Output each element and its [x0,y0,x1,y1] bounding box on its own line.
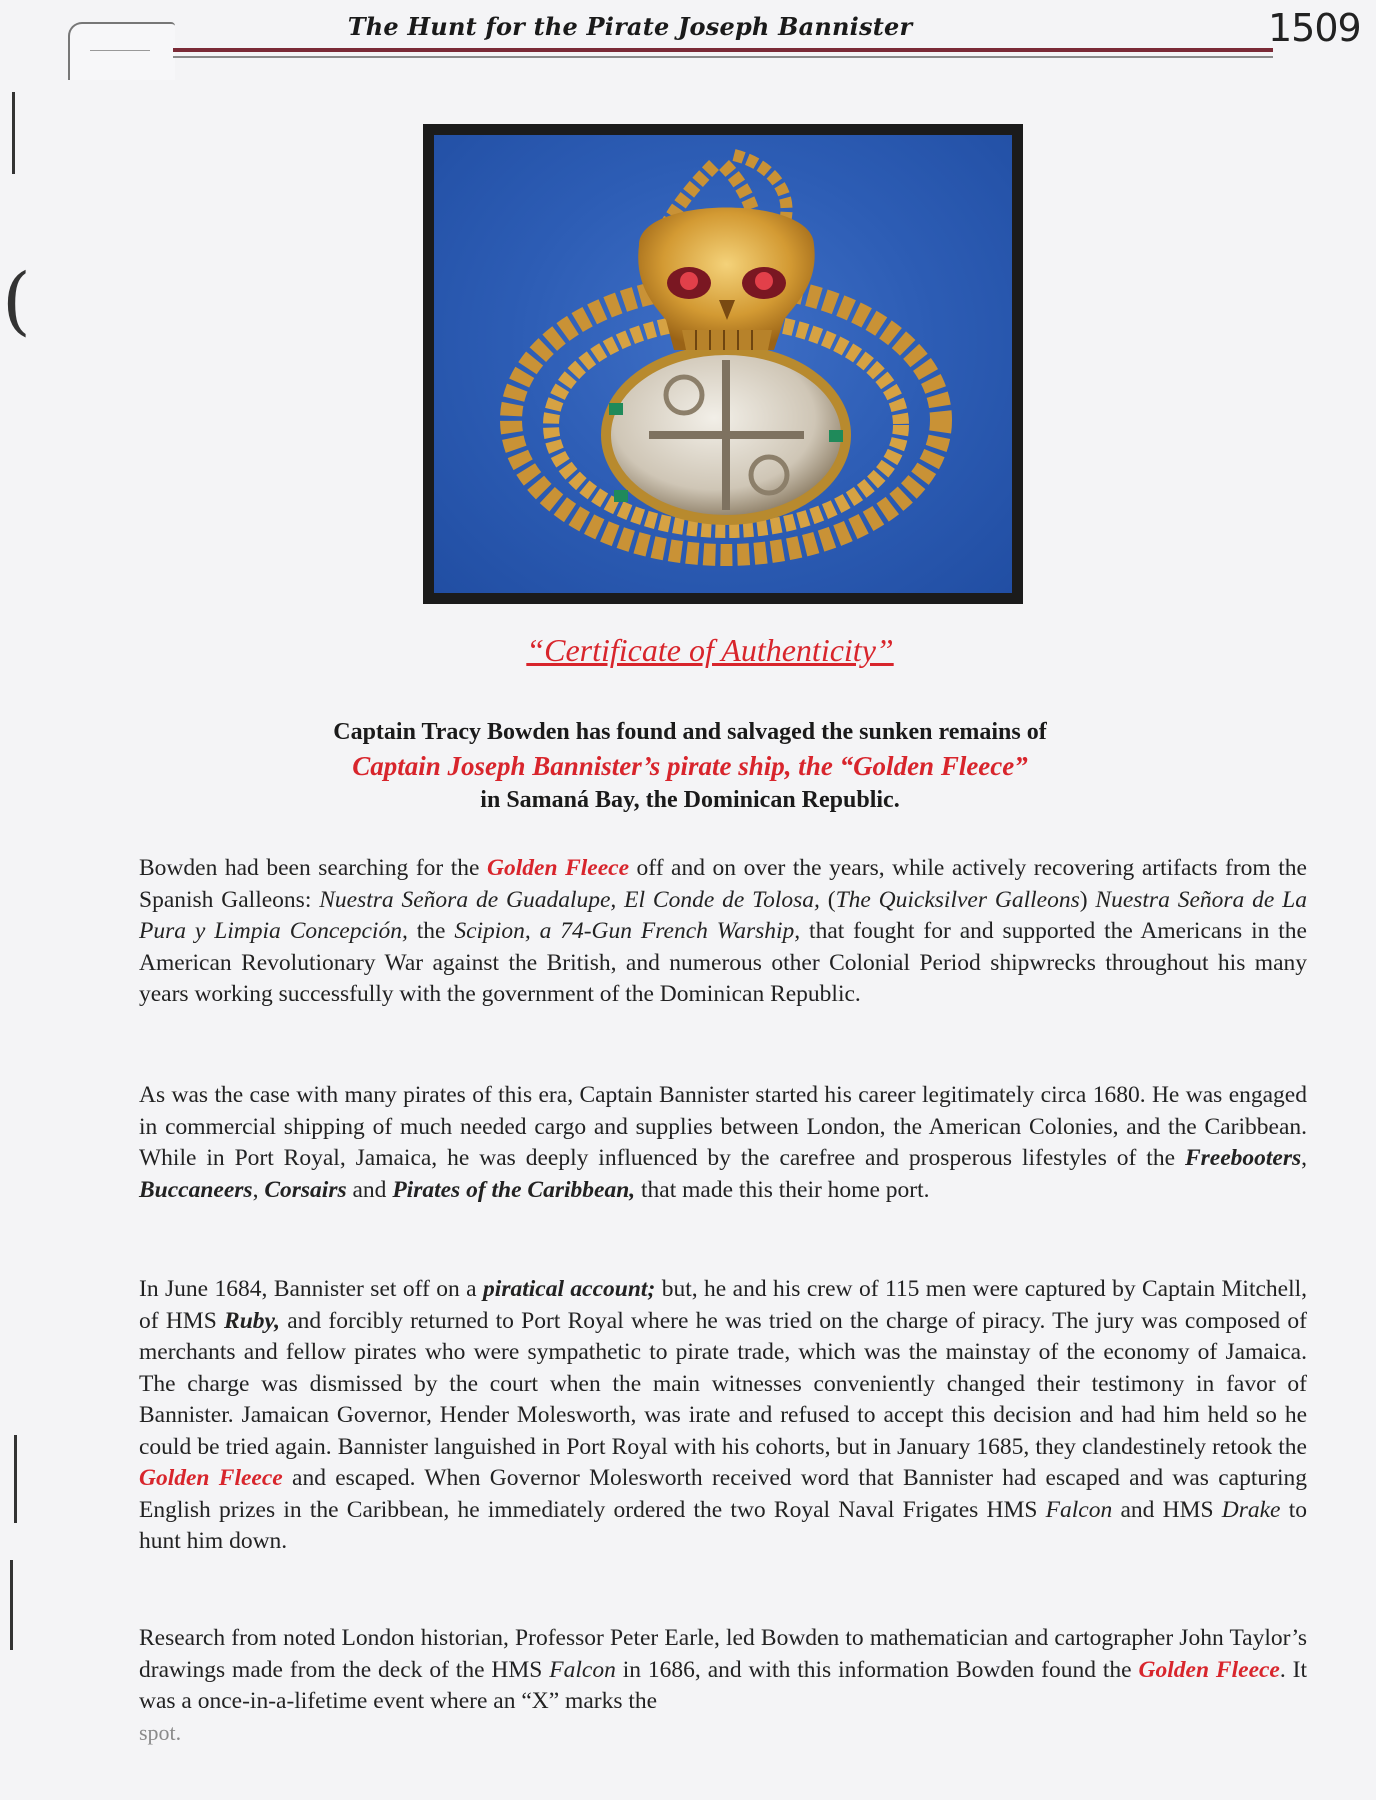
p3-ship-name: Golden Fleece [139,1465,283,1491]
p1-text: ) [1079,886,1096,913]
p4-text: Research from noted London historian, Professor Peter Earle, led Bowden to mathematician and cartographer John Taylor’s drawings made from the deck of the HMS [139,1625,1307,1683]
p1-quicksilver: The Quicksilver Galleons [835,886,1080,913]
p3-text: and HMS [1112,1496,1222,1523]
p3-text: but, he and his crew of 115 men were captured by Captain Mitchell, of HMS [139,1276,1308,1334]
tab-line-decoration [90,50,150,51]
margin-mark [12,92,15,174]
header-title: The Hunt for the Pirate Joseph Bannister [347,12,913,41]
margin-mark [14,1435,17,1523]
header-rule-secondary [173,56,1273,58]
p1-scipion: Scipion, a 74-Gun French Warship, [454,918,801,944]
page-number: 1509 [1268,6,1361,50]
pendant-photo [423,124,1023,604]
p4-text: in 1686, and with this information Bowden found the [615,1656,1139,1683]
certificate-title: “Certificate of Authenticity” [526,632,894,668]
p1-text: Bowden had been searching for the [139,855,488,881]
p2-text: , [1301,1145,1307,1171]
p2-freebooters: Freebooters [1184,1145,1302,1171]
p4-text: . It was a once-in-a-lifetime event where an “X” marks the [139,1656,1308,1714]
p4-tail: spot. [139,1720,182,1745]
p3-text: to hunt him down. [139,1496,1307,1554]
p3-text: In June 1684, Bannister set off on a [139,1276,484,1302]
intro-line-3: in Samaná Bay, the Dominican Republic. [480,787,900,813]
p1-text: the [407,918,455,944]
margin-mark [10,1560,13,1650]
p2-text: that made this their home port. [635,1176,930,1203]
p1-text: off and on over the years, while actively recovering artifacts from the Spanish Galleons: [139,855,1307,913]
p2-corsairs: Corsairs [264,1176,347,1203]
skull-pendant-icon [434,135,1012,593]
header-rule [173,48,1273,52]
intro-block [140,715,1240,817]
p3-text: and forcibly returned to Port Royal where he was tried on the charge of piracy. The jury was composed of merchants and fellow pirates who were sympathetic to pirate trade, which was the mainstay of the economy of Jamaica. The charge was dismissed by the court when the main witnesses conveniently changed their testimony in favor of Bannister. Jamaican Governor, Hender Molesworth, was irate and refused to accept this decision and had him held so he could be tried again. Bannister languished in Port Royal with his cohorts, but in January 1685, they clandestinely retook the [139,1307,1308,1460]
margin-paren: ( [2,258,31,344]
paragraph-3 [139,1274,1307,1558]
p3-piratical: piratical account; [483,1276,656,1302]
p3-falcon: Falcon [1045,1496,1113,1523]
paragraph-1 [139,853,1307,1011]
intro-line-2: Captain Joseph Bannister’s pirate ship, the “Golden Fleece” [352,751,1028,781]
p1-concepcion: Nuestra Señora de La Pura y Limpia Concepción, [139,886,1307,944]
p2-text: , [252,1176,265,1203]
p3-text: and escaped. When Governor Molesworth received word that Bannister had escaped and was capturing English prizes in the Caribbean, he immediately ordered the two Royal Naval Frigates HMS [139,1465,1307,1523]
p2-text: As was the case with many pirates of this era, Captain Bannister started his career legitimately circa 1680. He was engaged in commercial shipping of much needed cargo and supplies between London, the American Colonies, and the Caribbean. While in Port Royal, Jamaica, he was deeply influenced by the carefree and prosperous lifestyles of the [139,1082,1307,1171]
p4-falcon: Falcon [549,1656,616,1683]
p3-drake: Drake [1221,1496,1281,1523]
paragraph-2 [139,1080,1307,1206]
p3-ruby: Ruby, [224,1307,280,1334]
p1-galleons: Nuestra Señora de Guadalupe, El Conde de Tolosa, [319,886,820,913]
p2-buccaneers: Buccaneers [139,1176,253,1203]
p1-text: ( [819,886,836,913]
p2-text: and [346,1176,393,1203]
intro-line-1: Captain Tracy Bowden has found and salvaged the sunken remains of [333,719,1047,745]
p1-text: that fought for and supported the Americans in the American Revolutionary War against the British, and numerous other Colonial Period shipwrecks throughout his many years working successfully with the government of the Dominican Republic. [139,918,1307,1007]
p1-ship-name: Golden Fleece [487,855,629,881]
p4-ship-name: Golden Fleece [1138,1656,1280,1683]
p2-pirates: Pirates of the Caribbean, [392,1176,636,1203]
paragraph-4 [139,1623,1307,1718]
page-tab-decoration [68,22,175,80]
